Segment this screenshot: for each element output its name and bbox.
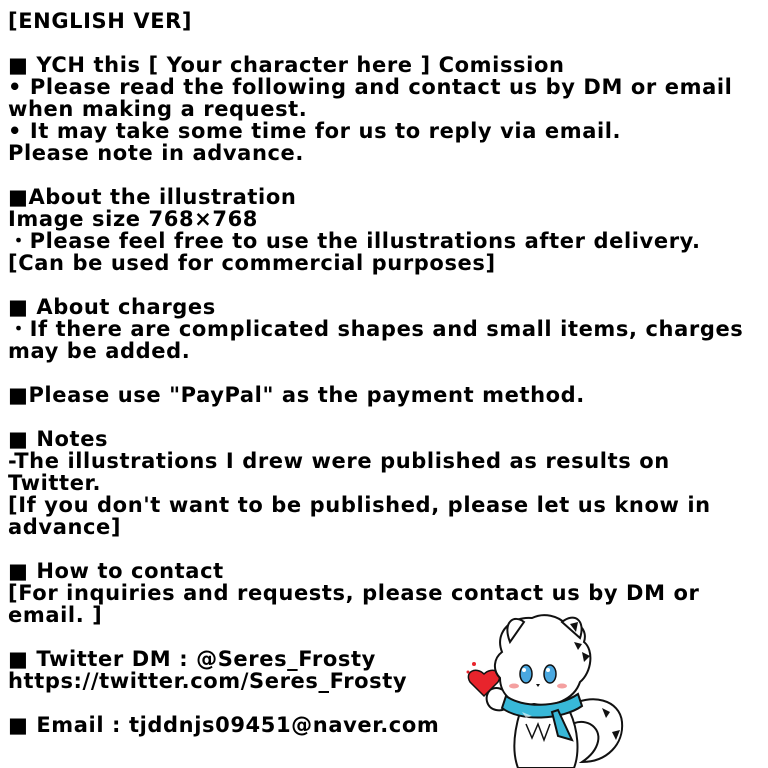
eye-left <box>520 665 532 683</box>
ych-title: ■ YCH this [ Your character here ] Comission <box>8 53 565 77</box>
image-size: Image size 768×768 <box>8 207 258 231</box>
payment-method: ■Please use "PayPal" as the payment method. <box>8 383 585 407</box>
ych-line-3: • It may take some time for us to reply via email. <box>8 119 622 143</box>
ych-line-1: • Please read the following and contact us by DM or email <box>8 75 733 99</box>
illustration-usage: ・Please feel free to use the illustrations after delivery. <box>8 229 701 253</box>
charges-line-1: ・If there are complicated shapes and small items, charges <box>8 317 744 341</box>
notes-line-3: [If you don't want to be published, please let us know in <box>8 493 711 517</box>
notes-title: ■ Notes <box>8 427 109 451</box>
commercial-note: [Can be used for commercial purposes] <box>8 251 496 275</box>
email-address: ■ Email : tjddnjs09451@naver.com <box>8 713 440 737</box>
notes-line-1: -The illustrations I drew were published as results on <box>8 449 670 473</box>
language-header: [ENGLISH VER] <box>8 9 193 33</box>
contact-title: ■ How to contact <box>8 559 224 583</box>
contact-line-1: [For inquiries and requests, please contact us by DM or <box>8 581 700 605</box>
twitter-url: https://twitter.com/Seres_Frosty <box>8 669 408 693</box>
illustration-title: ■About the illustration <box>8 185 297 209</box>
character-illustration <box>462 612 632 768</box>
notes-line-2: Twitter. <box>8 471 102 495</box>
charges-line-2: may be added. <box>8 339 191 363</box>
notes-line-4: advance] <box>8 515 122 539</box>
commission-info <box>8 10 764 736</box>
body <box>514 712 577 768</box>
charges-title: ■ About charges <box>8 295 216 319</box>
eye-right <box>544 665 556 683</box>
ych-line-4: Please note in advance. <box>8 141 304 165</box>
contact-line-2: email. ] <box>8 603 103 627</box>
ych-line-2: when making a request. <box>8 97 308 121</box>
twitter-handle: ■ Twitter DM : @Seres_Frosty <box>8 647 376 671</box>
